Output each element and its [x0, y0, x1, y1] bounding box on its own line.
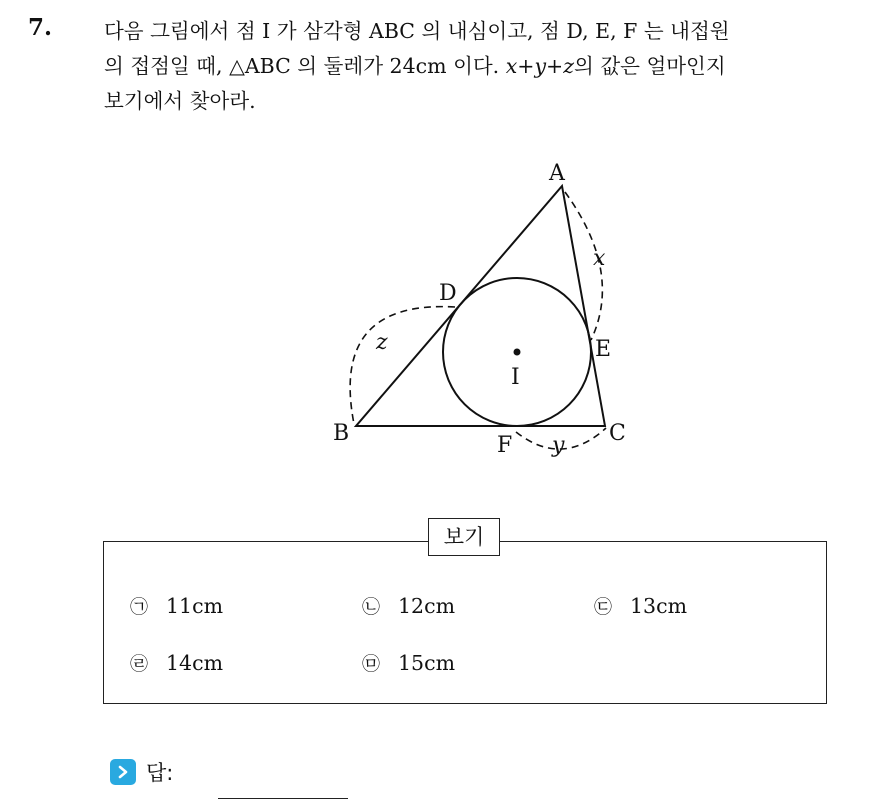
choice-2-text: 12cm — [398, 594, 456, 618]
choice-3-text: 13cm — [630, 594, 688, 618]
choice-2-marker: ㉡ — [362, 597, 380, 618]
answer-prompt — [110, 757, 173, 787]
answer-input-line[interactable] — [218, 798, 348, 799]
question-line-2b: 의 값은 얼마인지 — [574, 54, 726, 78]
var-z: z — [376, 330, 388, 355]
triangle-abc — [356, 186, 605, 426]
label-b: B — [333, 421, 350, 446]
chevron-right-icon — [110, 759, 136, 785]
incenter-point — [514, 349, 521, 356]
label-e: E — [595, 337, 612, 362]
choice-4 — [126, 650, 223, 676]
label-c: C — [609, 421, 626, 446]
question-number: 7. — [28, 14, 53, 41]
choice-3 — [590, 593, 687, 619]
choice-1-marker: ㉠ — [130, 597, 148, 618]
choice-4-marker: ㉣ — [130, 654, 148, 675]
choice-5-marker: ㉤ — [362, 654, 380, 675]
question-line-3: 보기에서 찾아라. — [104, 89, 256, 113]
question-line-2a: 의 접점일 때, △ABC 의 둘레가 24cm 이다. — [104, 54, 506, 78]
choice-1-text: 11cm — [166, 594, 224, 618]
label-d: D — [439, 281, 457, 306]
bogi-title: 보기 — [428, 518, 500, 556]
question-expression: x+y+z — [505, 54, 574, 78]
choice-5 — [358, 650, 455, 676]
choice-2 — [358, 593, 455, 619]
choice-1 — [126, 593, 223, 619]
label-a: A — [549, 161, 565, 186]
dashed-arc-z — [350, 307, 455, 424]
answer-label: 답: — [146, 761, 174, 785]
bogi-box — [103, 541, 827, 704]
question-line-1: 다음 그림에서 점 I 가 삼각형 ABC 의 내심이고, 점 D, E, F 는 내접원 — [104, 19, 730, 43]
choice-3-marker: ㉢ — [594, 597, 612, 618]
choice-5-text: 15cm — [398, 651, 456, 675]
choice-4-text: 14cm — [166, 651, 224, 675]
var-x: x — [593, 246, 606, 271]
var-y: y — [552, 433, 565, 458]
label-f: F — [497, 433, 513, 458]
label-i: I — [511, 365, 520, 390]
